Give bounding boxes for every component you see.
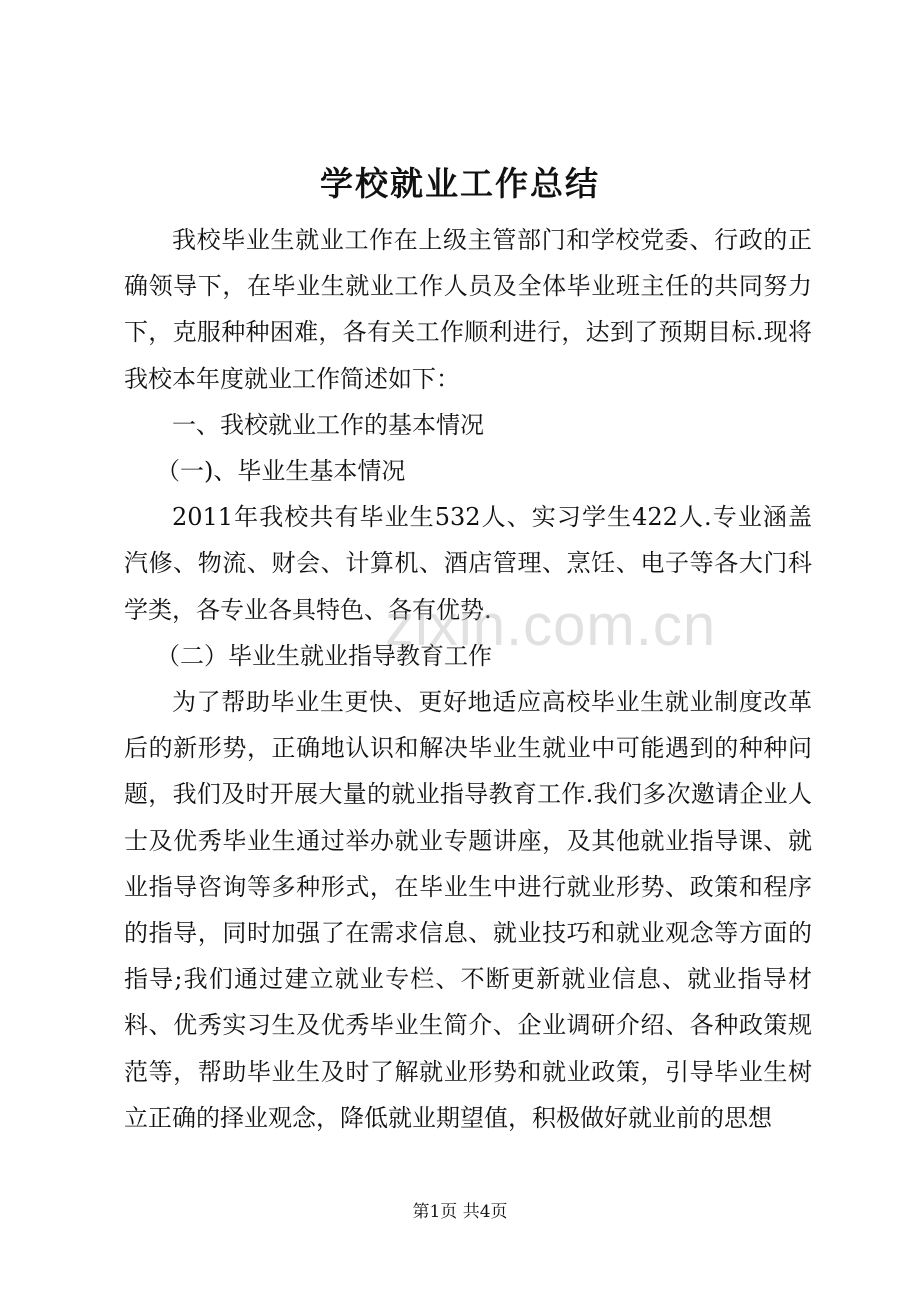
document-title: 学校就业工作总结 (320, 164, 600, 203)
subsection-heading-1: （一)、毕业生基本情况 (156, 457, 406, 486)
paragraph-intro: 我校毕业生就业工作在上级主管部门和学校党委、行政的正确领导下，在毕业生就业工作人员及全体毕业班主任的共同努力下，克服种种困难，各有关工作顺利进行，达到了预期目标.现将我校本年度就业工作简述如下： (124, 226, 812, 393)
document-body (124, 217, 812, 1141)
watermark: zixin.com.cn (385, 593, 717, 658)
section-heading-1: 一、我校就业工作的基本情况 (172, 410, 484, 439)
subsection-heading-2: （二）毕业生就业指导教育工作 (156, 641, 492, 670)
paragraph-guidance: 为了帮助毕业生更快、更好地适应高校毕业生就业制度改革后的新形势，正确地认识和解决毕业生就业中可能遇到的种种问题，我们及时开展大量的就业指导教育工作.我们多次邀请企业人士及优秀毕业生通过举办就业专题讲座，及其他就业指导课、就业指导咨询等多种形式，在毕业生中进行就业形势、政策和程序的指导，同时加强了在需求信息、就业技巧和就业观念等方面的指导;我们通过建立就业专栏、不断更新就业信息、就业指导材料、优秀实习生及优秀毕业生简介、企业调研介绍、各种政策规范等，帮助毕业生及时了解就业形势和就业政策，引导毕业生树立正确的择业观念，降低就业期望值，积极做好就业前的思想 (124, 688, 812, 1132)
paragraph-graduate-info: 2011年我校共有毕业生532人、实习学生422人.专业涵盖汽修、物流、财会、计算机、酒店管理、烹饪、电子等各大门科学类，各专业各具特色、各有优势. (124, 503, 812, 624)
page-footer: 第1页 共4页 (412, 1202, 508, 1222)
